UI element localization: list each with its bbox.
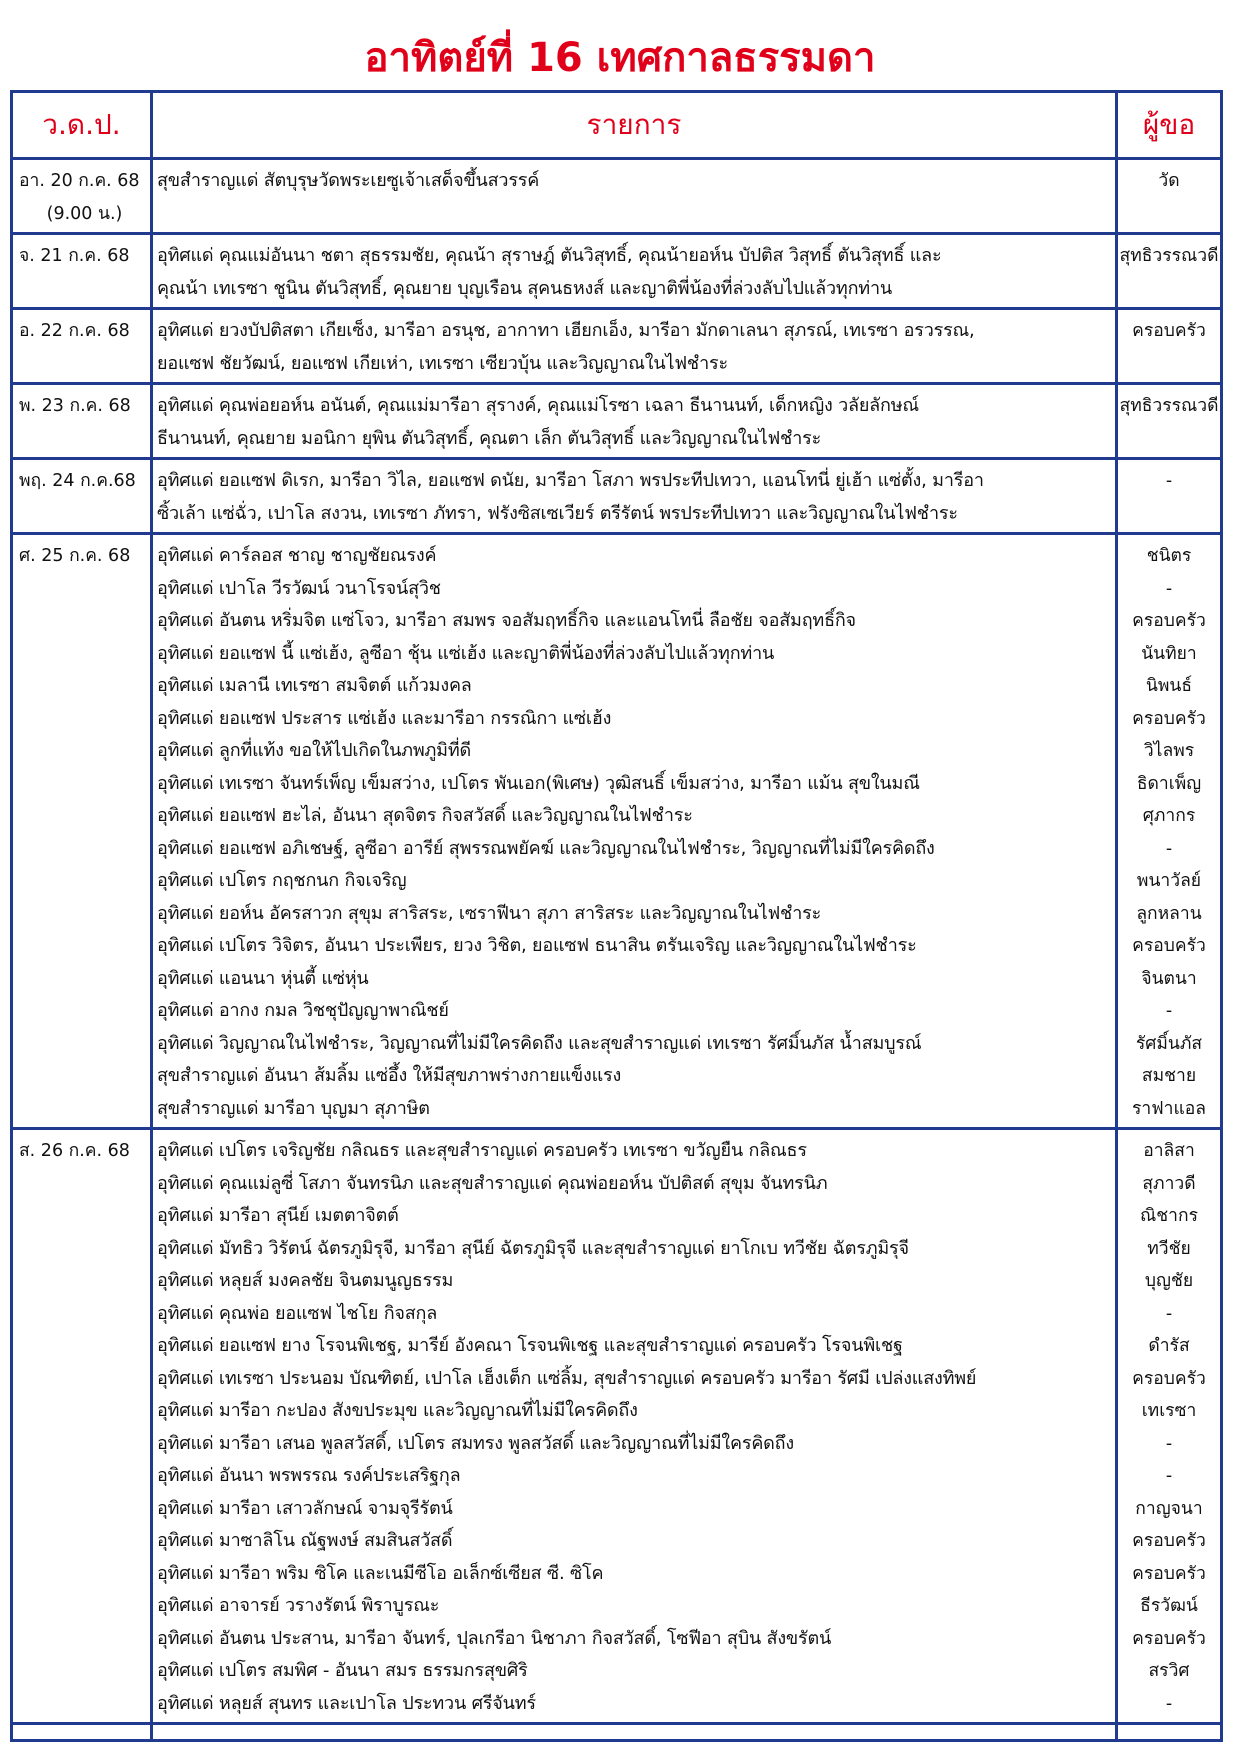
requester-name: นันทิยา	[1141, 643, 1197, 664]
requester-name: ราฟาแอล	[1132, 1098, 1206, 1119]
row-intentions	[152, 234, 1117, 309]
header-requester: ผู้ขอ	[1117, 92, 1222, 159]
row-requesters	[1117, 1129, 1222, 1724]
requester-name: ครอบครัว	[1132, 1628, 1206, 1649]
header-date: ว.ด.ป.	[12, 92, 152, 159]
requester-name: -	[1165, 1303, 1173, 1324]
requester-name: วัด	[1158, 171, 1180, 191]
requester-name: -	[1165, 1466, 1173, 1486]
requester-name: ครอบครัว	[1132, 321, 1206, 341]
requester-name: ครอบครัว	[1132, 708, 1206, 729]
requester-name: ลูกหลาน	[1136, 903, 1202, 924]
intention-line: อุทิศแด่ คุณพ่อยอห์น อนันต์, คุณแม่มารีอา สุรางค์, คุณแม่โรซา เฉลา ธีนานนท์, เด็กหญิง วลัยลักษณ์	[157, 395, 919, 416]
requester-name: พนาวัลย์	[1136, 871, 1202, 891]
intention-line: อุทิศแด่ แอนนา หุ่นตี้ แซ่หุ่น	[157, 967, 369, 989]
intention-line: อุทิศแด่ อันนา พรพรรณ รงค์ประเสริฐกุล	[157, 1465, 461, 1486]
intention-line: อุทิศแด่ มาซาลิโน ณัฐพงษ์ สมสินสวัสดิ์	[157, 1530, 453, 1551]
intention-line: อุทิศแด่ ลูกที่แท้ง ขอให้ไปเกิดในภพภูมิที่ดี	[157, 740, 471, 761]
intention-line: อุทิศแด่ อากง กมล วิชชุปัญญาพาณิชย์	[157, 1000, 449, 1021]
intention-line: สุขสำราญแด่ มารีอา บุญมา สุภาษิต	[157, 1097, 430, 1119]
requester-name: ชนิตร	[1146, 546, 1192, 566]
row-date-text: อ. 22 ก.ค. 68	[19, 321, 130, 341]
empty-cell	[152, 1724, 1117, 1741]
header-items: รายการ	[152, 92, 1117, 159]
row-date	[12, 534, 152, 1129]
page-title: อาทิตย์ที่ 16 เทศกาลธรรมดา	[364, 35, 876, 81]
intention-line: อุทิศแด่ ยอแซฟ ฮะไล่, อันนา สุดจิตร กิจสวัสดิ์ และวิญญาณในไฟชำระ	[157, 805, 693, 826]
table-row	[12, 459, 1222, 534]
intention-line: ซิ้วเล้า แซ่ฉั่ว, เปาโล สงวน, เทเรซา ภัทรา, ฟรังซิสเซเวียร์ ตรีรัตน์ พรประทีปเทวา และวิญญาณในไฟชำระ	[157, 502, 958, 524]
intention-line: อุทิศแด่ วิญญาณในไฟชำระ, วิญญาณที่ไม่มีใครคิดถึง และสุขสำราญแด่ เทเรซา รัศมิ์นภัส น้ำสมบูรณ์	[157, 1032, 922, 1054]
empty-cell	[1117, 1724, 1222, 1741]
table-row	[12, 534, 1222, 1129]
intention-line: อุทิศแด่ คาร์ลอส ชาญ ชาญชัยณรงค์	[157, 545, 437, 566]
row-date-text: พ. 23 ก.ค. 68	[19, 396, 131, 416]
intention-line: อุทิศแด่ มารีอา เสาวลักษณ์ จามจุรีรัตน์	[157, 1497, 453, 1519]
requester-name: สุทธิวรรณวดี	[1119, 396, 1219, 416]
intention-line: อุทิศแด่ เทเรซา จันทร์เพ็ญ เข็มสว่าง, เปโตร พันเอก(พิเศษ) วุฒิสนธิ์ เข็มสว่าง, มารีอา แม้น สุขในมณี	[157, 772, 920, 794]
requester-name: บุญชัย	[1144, 1271, 1194, 1291]
requester-name: ศุภากร	[1142, 806, 1196, 826]
empty-cell	[12, 1724, 152, 1741]
requester-name: จินตนา	[1141, 968, 1197, 989]
requester-name: ณิชากร	[1140, 1206, 1198, 1226]
row-requesters	[1117, 234, 1222, 309]
intention-line: อุทิศแด่ ยอแซฟ นี้ แซ่เฮ้ง, ลูซีอา ชุ้น แซ่เฮ้ง และญาติพี่น้องที่ล่วงลับไปแล้วทุกท่าน	[157, 642, 775, 664]
requester-name: -	[1165, 1433, 1173, 1454]
intention-line: อุทิศแด่ อันตน หริ่มจิต แซ่โจว, มารีอา สมพร จอสัมฤทธิ์กิจ และแอนโทนี่ ลือชัย จอสัมฤทธิ์กิจ	[157, 610, 856, 631]
table-row	[12, 1129, 1222, 1724]
row-date	[12, 159, 152, 234]
intention-line: อุทิศแด่ เมลานี เทเรซา สมจิตต์ แก้วมงคล	[157, 675, 472, 696]
row-date-time: (9.00 น.)	[46, 203, 123, 224]
row-requesters	[1117, 384, 1222, 459]
table-header-row	[12, 92, 1222, 159]
table-body	[12, 159, 1222, 1741]
row-requesters	[1117, 534, 1222, 1129]
requester-name: ครอบครัว	[1132, 1531, 1206, 1551]
intention-line: อุทิศแด่ เปโตร วิจิตร, อันนา ประเพียร, ยวง วิชิต, ยอแซฟ ธนาสิน ตรันเจริญ และวิญญาณในไฟชำระ	[157, 935, 917, 956]
row-date	[12, 1129, 152, 1724]
intention-line: อุทิศแด่ มารีอา เสนอ พูลสวัสดิ์, เปโตร สมทรง พูลสวัสดิ์ และวิญญาณที่ไม่มีใครคิดถึง	[157, 1432, 794, 1454]
requester-name: -	[1165, 838, 1173, 859]
intention-line: อุทิศแด่ หลุยส์ สุนทร และเปาโล ประทวน ศรีจันทร์	[157, 1692, 536, 1714]
requester-name: วิไลพร	[1143, 741, 1195, 761]
row-intentions	[152, 534, 1117, 1129]
requester-name: ทวีชัย	[1147, 1238, 1191, 1259]
intention-line: อุทิศแด่ เปโตร กฤชกนก กิจเจริญ	[157, 870, 407, 891]
row-intentions	[152, 459, 1117, 534]
intention-line: สุขสำราญแด่ สัตบุรุษวัดพระเยซูเจ้าเสด็จขึ้นสวรรค์	[157, 170, 540, 191]
intention-line: อุทิศแด่ คุณพ่อ ยอแซฟ ไชโย กิจสกุล	[157, 1302, 438, 1324]
row-intentions	[152, 159, 1117, 234]
requester-name: สมชาย	[1141, 1066, 1197, 1086]
row-date	[12, 309, 152, 384]
intention-line: อุทิศแด่ หลุยส์ มงคลชัย จินตมนูญธรรม	[157, 1270, 454, 1291]
requester-name: รัศมิ์นภัส	[1135, 1033, 1203, 1054]
row-date-text: พฤ. 24 ก.ค.68	[19, 471, 136, 491]
intention-line: คุณน้า เทเรซา ชูนิน ตันวิสุทธิ์, คุณยาย บุญเรือน สุคนธหงส์ และญาติพี่น้องที่ล่วงลับไปแล้วทุกท่าน	[157, 277, 892, 299]
intention-line: อุทิศแด่ มัทธิว วิรัตน์ ฉัตรภูมิรุจี, มารีอา สุนีย์ ฉัตรภูมิรุจี และสุขสำราญแด่ ยาโกเบ ทวีชัย ฉัตรภูมิรุจี	[157, 1237, 909, 1259]
intention-line: ยอแซฟ ชัยวัฒน์, ยอแซฟ เกียเห่า, เทเรซา เซียวบุ้น และวิญญาณในไฟชำระ	[157, 352, 728, 374]
row-date-text: จ. 21 ก.ค. 68	[19, 246, 130, 266]
intention-line: อุทิศแด่ ยอห์น อัครสาวก สุขุม สาริสระ, เซราฟีนา สุภา สาริสระ และวิญญาณในไฟชำระ	[157, 902, 822, 924]
table-row	[12, 309, 1222, 384]
intention-line: อุทิศแด่ อันตน ประสาน, มารีอา จันทร์, ปุลเกรีอา นิชาภา กิจสวัสดิ์, โซฟีอา สุบิน สังขรัตน์	[157, 1627, 832, 1649]
intention-line: อุทิศแด่ ยอแซฟ ยาง โรจนพิเชฐ, มารีย์ อังคณา โรจนพิเชฐ และสุขสำราญแด่ ครอบครัว โรจนพิเชฐ	[157, 1335, 903, 1356]
intention-line: อุทิศแด่ ยอแซฟ ดิเรก, มารีอา วิไล, ยอแซฟ ดนัย, มารีอา โสภา พรประทีปเทวา, แอนโทนี่ ยู่เฮ้า แซ่ตั้ง, มารีอา	[157, 470, 984, 491]
requester-name: -	[1165, 1693, 1173, 1714]
requester-name: สุภาวดี	[1142, 1173, 1196, 1194]
intention-line: สุขสำราญแด่ อันนา ส้มลิ้ม แซ่อึ้ง ให้มีสุขภาพร่างกายแข็งแรง	[157, 1065, 622, 1086]
requester-name: -	[1165, 1001, 1173, 1021]
intention-line: อุทิศแด่ คุณแม่ลูซี่ โสภา จันทรนิภ และสุขสำราญแด่ คุณพ่อยอห์น บัปติสต์ สุขุม จันทรนิภ	[157, 1172, 828, 1194]
row-date-text: อา. 20 ก.ค. 68	[19, 171, 140, 191]
requester-name: ครอบครัว	[1132, 1368, 1206, 1389]
requester-name: นิพนธ์	[1145, 676, 1193, 696]
requester-name: ครอบครัว	[1132, 1563, 1206, 1584]
mass-intentions-table	[10, 90, 1223, 1742]
row-requesters	[1117, 159, 1222, 234]
requester-name: ครอบครัว	[1132, 936, 1206, 956]
row-date	[12, 234, 152, 309]
requester-name: ธิดาเพ็ญ	[1136, 773, 1202, 794]
requester-name: -	[1165, 578, 1173, 599]
intention-line: อุทิศแด่ มารีอา กะปอง สังขประมุข และวิญญาณที่ไม่มีใครคิดถึง	[157, 1400, 638, 1421]
requester-name: อาลิสา	[1143, 1141, 1195, 1161]
table-row-continued	[12, 1724, 1222, 1741]
intention-line: อุทิศแด่ ยอแซฟ อภิเชษฐ์, ลูซีอา อารีย์ สุพรรณพยัคฆ์ และวิญญาณในไฟชำระ, วิญญาณที่ไม่มีใครคิดถึง	[157, 837, 935, 859]
row-intentions	[152, 384, 1117, 459]
row-date	[12, 459, 152, 534]
intention-line: อุทิศแด่ มารีอา พริม ซิโค และเนมีซีโอ อเล็กซ์เซียส ซี. ซิโค	[157, 1562, 604, 1584]
intention-line: อุทิศแด่ มารีอา สุนีย์ เมตตาจิตต์	[157, 1205, 399, 1226]
intention-line: อุทิศแด่ คุณแม่อันนา ชตา สุธรรมชัย, คุณน้า สุราษฎ์ ตันวิสุทธิ์, คุณน้ายอห์น บัปติส วิสุทธิ์ ตันวิสุทธิ์ และ	[157, 245, 942, 266]
requester-name: ครอบครัว	[1132, 611, 1206, 631]
mass-intentions-table-container	[10, 90, 1220, 1742]
requester-name: ธีรวัฒน์	[1140, 1596, 1198, 1616]
intention-line: ธีนานนท์, คุณยาย มอนิกา ยุพิน ตันวิสุทธิ์, คุณตา เล็ก ตันวิสุทธิ์ และวิญญาณในไฟชำระ	[157, 427, 822, 449]
intention-line: อุทิศแด่ ยอแซฟ ประสาร แซ่เฮ้ง และมารีอา กรรณิกา แซ่เฮ้ง	[157, 707, 612, 729]
table-row	[12, 234, 1222, 309]
row-date-text: ศ. 25 ก.ค. 68	[19, 546, 131, 566]
requester-name: ดำรัส	[1148, 1336, 1190, 1356]
row-date-text: ส. 26 ก.ค. 68	[19, 1141, 130, 1161]
intention-line: อุทิศแด่ เปโตร สมพิศ - อันนา สมร ธรรมกรสุขศิริ	[157, 1660, 528, 1681]
row-intentions	[152, 309, 1117, 384]
table-row	[12, 159, 1222, 234]
table-row	[12, 384, 1222, 459]
row-intentions	[152, 1129, 1117, 1724]
intention-line: อุทิศแด่ เปาโล วีรวัฒน์ วนาโรจน์สุวิช	[157, 577, 441, 599]
intention-line: อุทิศแด่ เปโตร เจริญชัย กลิณธร และสุขสำราญแด่ ครอบครัว เทเรซา ขวัญยืน กลิณธร	[157, 1140, 807, 1161]
requester-name: สุทธิวรรณวดี	[1119, 246, 1219, 266]
intention-line: อุทิศแด่ ยวงบัปติสตา เกียเซ็ง, มารีอา อรนุช, อากาทา เฮียกเอ็ง, มารีอา มักดาเลนา สุภรณ์, เทเรซา อรวรรณ,	[157, 320, 975, 341]
requester-name: กาญจนา	[1135, 1498, 1203, 1519]
row-requesters	[1117, 459, 1222, 534]
intention-line: อุทิศแด่ เทเรซา ประนอม บัณฑิตย์, เปาโล เฮ็งเต็ก แซ่ลิ้ม, สุขสำราญแด่ ครอบครัว มารีอา รัศมี เปล่งแสงทิพย์	[157, 1367, 977, 1389]
row-date	[12, 384, 152, 459]
requester-name: -	[1165, 471, 1173, 491]
requester-name: เทเรซา	[1141, 1401, 1197, 1421]
row-requesters	[1117, 309, 1222, 384]
intention-line: อุทิศแด่ อาจารย์ วรางรัตน์ พิราบูรณะ	[157, 1595, 440, 1616]
requester-name: สรวิศ	[1148, 1661, 1190, 1681]
